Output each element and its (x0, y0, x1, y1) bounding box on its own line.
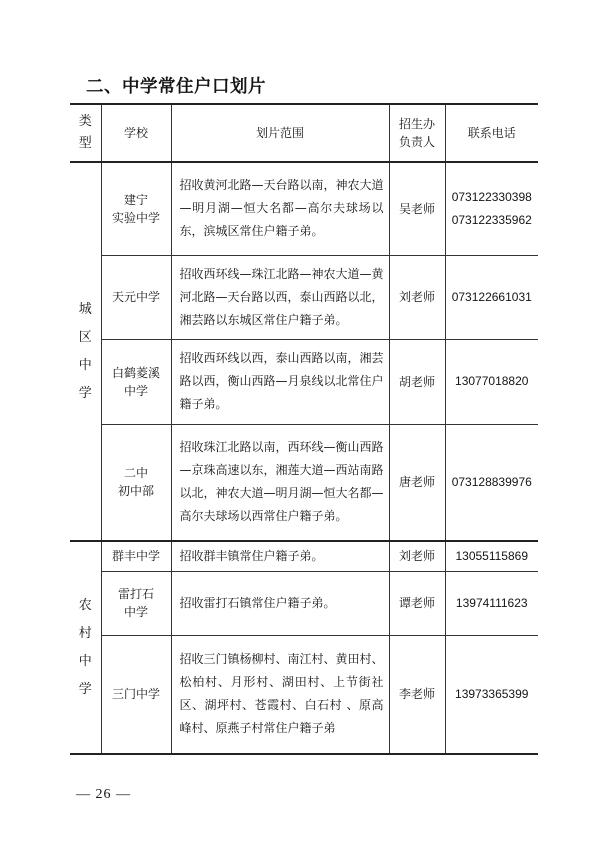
school-name: 二中 初中部 (101, 424, 171, 541)
contact-person: 刘老师 (389, 255, 445, 339)
contact-person: 唐老师 (389, 424, 445, 541)
phone-number: 13055115869 (445, 541, 538, 571)
contact-person: 胡老师 (389, 339, 445, 424)
table-row (70, 162, 538, 255)
contact-person: 刘老师 (389, 541, 445, 571)
header-scope: 划片范围 (171, 104, 389, 162)
school-name: 群丰中学 (101, 541, 171, 571)
zone-scope: 招收黄河北路—天台路以南，神农大道—明月湖—恒大名都—高尔夫球场以东，滨城区常住户籍子弟。 (171, 162, 389, 255)
phone-number: 13973365399 (445, 635, 538, 754)
phone-number: 13974111623 (445, 571, 538, 635)
phone-number: 073122661031 (445, 255, 538, 339)
table-header-row (70, 104, 538, 162)
table-row (70, 635, 538, 754)
header-type: 类 型 (70, 104, 101, 162)
table-row (70, 255, 538, 339)
header-contact: 招生办 负责人 (389, 104, 445, 162)
school-name: 三门中学 (101, 635, 171, 754)
school-zoning-table (70, 103, 538, 755)
page-number: — 26 — (76, 787, 131, 802)
zone-scope: 招收珠江北路以南，西环线—衡山西路—京珠高速以东，湘莲大道—西站南路以北，神农大道—明月湖—恒大名都—高尔夫球场以西常住户籍子弟。 (171, 424, 389, 541)
header-phone: 联系电话 (445, 104, 538, 162)
zone-scope: 招收三门镇杨柳村、南江村、黄田村、松柏村、月形村、湖田村、上节街社区、湖坪村、苍霞村、白石村 、原高峰村、原燕子村常住户籍子弟 (171, 635, 389, 754)
zone-scope: 招收西环线以西，泰山西路以南，湘芸路以西，衡山西路—月泉线以北常住户籍子弟。 (171, 339, 389, 424)
contact-person: 李老师 (389, 635, 445, 754)
school-name: 天元中学 (101, 255, 171, 339)
table-row (70, 339, 538, 424)
phone-number: 073128839976 (445, 424, 538, 541)
zone-scope: 招收西环线—珠江北路—神农大道—黄河北路—天台路以西，泰山西路以北，湘芸路以东城区常住户籍子弟。 (171, 255, 389, 339)
type-cell-urban: 城 区 中 学 (70, 162, 101, 541)
section-title: 二、中学常住户口划片 (86, 77, 266, 97)
phone-number: 073122330398 073122335962 (445, 162, 538, 255)
phone-number: 13077018820 (445, 339, 538, 424)
school-name: 白鹤菱溪 中学 (101, 339, 171, 424)
contact-person: 谭老师 (389, 571, 445, 635)
zone-scope: 招收雷打石镇常住户籍子弟。 (171, 571, 389, 635)
table-row (70, 424, 538, 541)
type-cell-rural: 农 村 中 学 (70, 541, 101, 754)
school-name: 建宁 实验中学 (101, 162, 171, 255)
header-school: 学校 (101, 104, 171, 162)
table-row (70, 571, 538, 635)
school-name: 雷打石 中学 (101, 571, 171, 635)
table-row (70, 541, 538, 571)
contact-person: 吴老师 (389, 162, 445, 255)
zone-scope: 招收群丰镇常住户籍子弟。 (171, 541, 389, 571)
